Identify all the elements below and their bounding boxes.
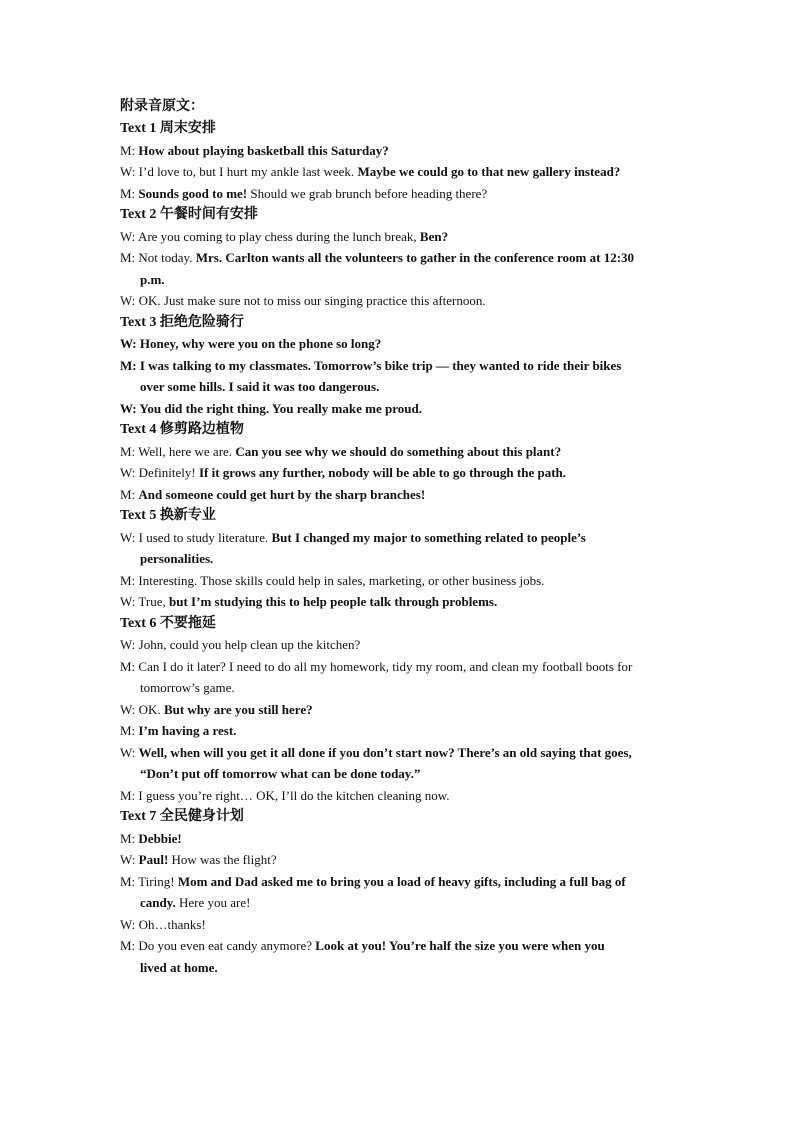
bold-text: lived at home. xyxy=(140,959,218,975)
dialogue-line xyxy=(120,935,680,957)
dialogue-line xyxy=(120,462,680,484)
plain-text: Not today. xyxy=(135,250,196,265)
speaker-label: W: xyxy=(120,916,136,932)
dialogue-line xyxy=(120,247,680,269)
plain-text: True, xyxy=(135,594,170,609)
plain-text: Should we grab brunch before heading there? xyxy=(247,185,488,201)
speaker-label: W: xyxy=(120,465,136,480)
bold-text: I was talking to my classmates. Tomorrow’s bike trip — they wanted to ride their bikes xyxy=(136,357,622,373)
speaker-label: W: xyxy=(120,594,136,609)
speaker-label: W: xyxy=(120,336,137,351)
plain-text: I guess you’re right… OK, I’ll do the kitchen cleaning now. xyxy=(135,787,450,803)
bold-text: Debbie! xyxy=(138,830,182,846)
speaker-label: W: xyxy=(120,637,136,652)
speaker-label: M: xyxy=(120,250,136,265)
dialogue-line xyxy=(120,290,680,312)
bold-text: Mrs. Carlton wants all the volunteers to gather in the conference room at 12:30 xyxy=(195,250,635,265)
speaker-label: W: xyxy=(120,701,136,717)
dialogue-line xyxy=(120,527,680,549)
appendix-heading: 附录音原文： xyxy=(120,99,204,114)
speaker-label: M: xyxy=(120,873,136,889)
section-title: Text 1 周末安排 xyxy=(120,121,216,136)
section-title: Text 6 不要拖延 xyxy=(120,615,216,631)
bold-text: Ben? xyxy=(419,228,449,244)
dialogue-line xyxy=(120,699,680,721)
dialogue-line xyxy=(120,398,680,420)
bold-text: But I changed my major to something related to people’s xyxy=(271,529,586,545)
bold-text: And someone could get hurt by the sharp branches! xyxy=(138,486,426,502)
bold-text: Well, when will you get it all done if you don’t start now? There’s an old saying that goes, xyxy=(138,744,632,760)
bold-text: If it grows any further, nobody will be able to go through the path. xyxy=(198,465,567,480)
speaker-label: W: xyxy=(120,529,136,545)
plain-text: OK. Just make sure not to miss our singing practice this afternoon. xyxy=(135,293,486,308)
bold-text: You did the right thing. You really make me proud. xyxy=(136,400,422,416)
dialogue-line xyxy=(120,720,680,742)
dialogue-line xyxy=(120,742,680,764)
speaker-label: M: xyxy=(120,938,136,953)
speaker-label: M: xyxy=(120,787,136,803)
bold-text: Look at you! You’re half the size you were when you xyxy=(315,938,605,953)
speaker-label: M: xyxy=(120,185,136,201)
dialogue-line-continuation xyxy=(120,548,680,570)
bold-text: Mom and Dad asked me to bring you a load of heavy gifts, including a full bag of xyxy=(177,873,626,889)
plain-text: OK. xyxy=(135,701,164,717)
plain-text: I’d love to, but I hurt my ankle last week. xyxy=(135,164,358,179)
speaker-label: W: xyxy=(120,852,136,867)
dialogue-line xyxy=(120,484,680,506)
bold-text: I’m having a rest. xyxy=(138,723,237,738)
bold-text: Honey, why were you on the phone so long? xyxy=(136,336,382,351)
speaker-label: M: xyxy=(120,830,136,846)
bold-text: How about playing basketball this Saturday? xyxy=(138,142,389,158)
speaker-label: M: xyxy=(120,572,136,588)
speaker-label: M: xyxy=(120,723,136,738)
plain-text: Are you coming to play chess during the lunch break, xyxy=(135,228,420,244)
plain-text: Definitely! xyxy=(135,465,199,480)
dialogue-line xyxy=(120,570,680,592)
bold-text: Can you see why we should do something about this plant? xyxy=(235,443,562,459)
dialogue-line-continuation xyxy=(120,376,680,398)
plain-text: tomorrow’s game. xyxy=(140,680,235,695)
dialogue-line xyxy=(120,871,680,893)
dialogue-line xyxy=(120,161,680,183)
dialogue-line xyxy=(120,785,680,807)
dialogue-line xyxy=(120,591,680,613)
plain-text: Can I do it later? I need to do all my homework, tidy my room, and clean my football boots for xyxy=(135,658,633,674)
dialogue-line xyxy=(120,656,680,678)
dialogue-line-continuation xyxy=(120,763,680,785)
plain-text: I used to study literature. xyxy=(135,529,272,545)
plain-text: Well, here we are. xyxy=(135,443,236,459)
speaker-label: M: xyxy=(120,142,136,158)
speaker-label: M: xyxy=(120,486,136,502)
plain-text: Oh…thanks! xyxy=(135,916,206,932)
speaker-label: W: xyxy=(120,164,136,179)
speaker-label: W: xyxy=(120,400,137,416)
plain-text: How was the flight? xyxy=(168,852,277,867)
plain-text: Interesting. Those skills could help in sales, marketing, or other business jobs. xyxy=(135,572,545,588)
bold-text: Sounds good to me! xyxy=(138,185,248,201)
section-title: Text 4 修剪路边植物 xyxy=(120,422,244,437)
bold-text: personalities. xyxy=(140,551,214,566)
bold-text: p.m. xyxy=(140,271,165,287)
dialogue-line xyxy=(120,183,680,205)
section-title: Text 7 全民健身计划 xyxy=(120,809,244,824)
bold-text: But why are you still here? xyxy=(163,701,313,717)
speaker-label: M: xyxy=(120,443,136,459)
dialogue-line xyxy=(120,634,680,656)
bold-text: candy. xyxy=(140,895,176,910)
dialogue-line xyxy=(120,828,680,850)
dialogue-line xyxy=(120,333,680,355)
dialogue-line xyxy=(120,355,680,377)
bold-text: over some hills. I said it was too dangerous. xyxy=(140,379,380,394)
speaker-label: M: xyxy=(120,357,137,373)
transcript-page xyxy=(120,96,680,978)
dialogue-line xyxy=(120,140,680,162)
dialogue-line-continuation xyxy=(120,269,680,291)
speaker-label: W: xyxy=(120,293,136,308)
bold-text: Maybe we could go to that new gallery instead? xyxy=(357,164,621,179)
dialogue-line-continuation xyxy=(120,677,680,699)
speaker-label: M: xyxy=(120,658,136,674)
bold-text: Paul! xyxy=(138,852,169,867)
transcript-sections xyxy=(120,118,680,978)
bold-text: “Don’t put off tomorrow what can be done today.” xyxy=(140,766,421,781)
dialogue-line xyxy=(120,226,680,248)
speaker-label: W: xyxy=(120,744,136,760)
bold-text: but I’m studying this to help people talk through problems. xyxy=(169,594,498,609)
dialogue-line-continuation xyxy=(120,957,680,979)
plain-text: Tiring! xyxy=(135,873,178,889)
dialogue-line-continuation xyxy=(120,892,680,914)
plain-text: John, could you help clean up the kitchen? xyxy=(135,637,361,652)
plain-text: Do you even eat candy anymore? xyxy=(135,938,316,953)
dialogue-line xyxy=(120,914,680,936)
speaker-label: W: xyxy=(120,228,136,244)
dialogue-line xyxy=(120,849,680,871)
section-title: Text 5 换新专业 xyxy=(120,508,216,523)
section-title: Text 3 拒绝危险骑行 xyxy=(120,314,244,330)
plain-text: Here you are! xyxy=(175,895,251,910)
section-title: Text 2 午餐时间有安排 xyxy=(120,207,258,222)
dialogue-line xyxy=(120,441,680,463)
